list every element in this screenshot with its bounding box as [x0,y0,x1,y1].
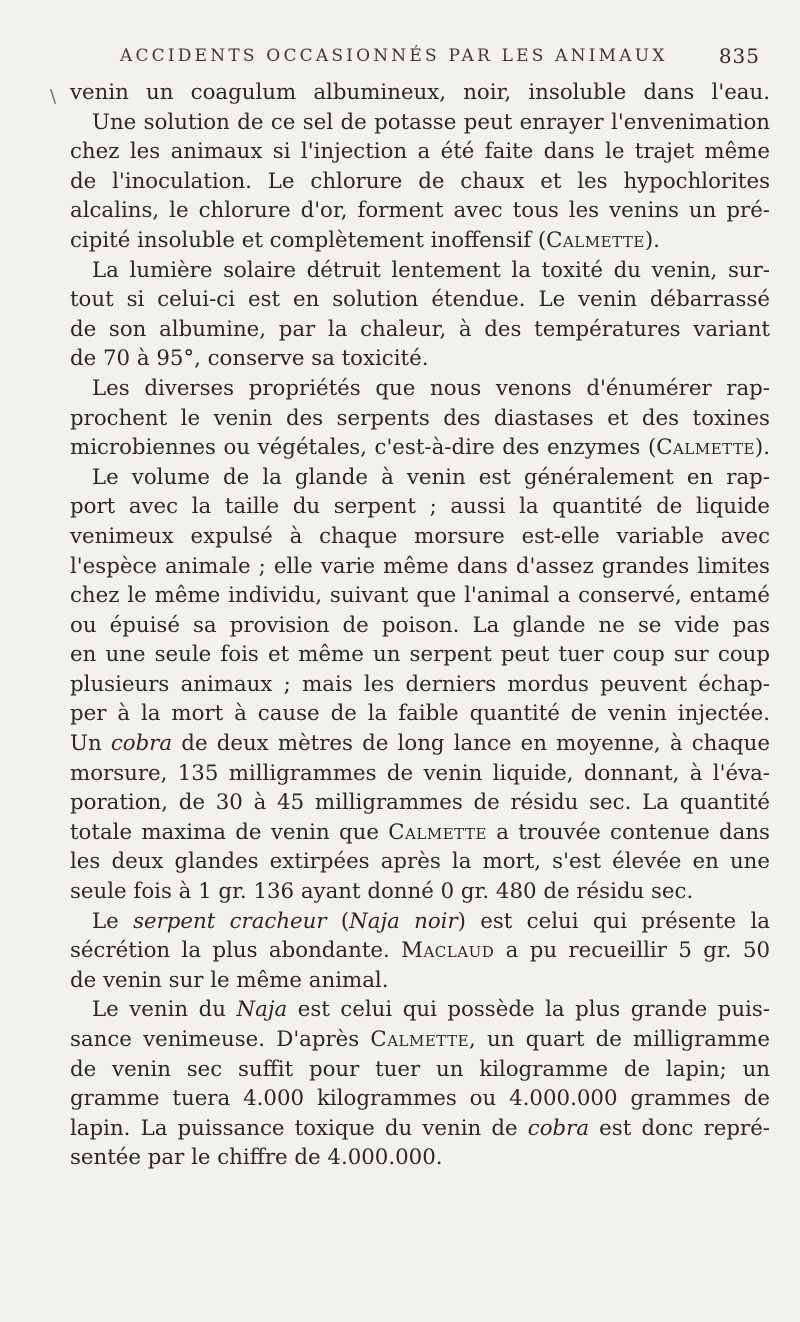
text-line: de venin sur le même animal. [70,967,389,993]
author-name: Calmette [370,1027,470,1052]
text-line: Le serpent cracheur (Naja noir) est celui qui présente la [92,908,770,934]
text-line: port avec la taille du serpent ; aussi la quantité de liquide [70,494,770,520]
text-line: Les diverses propriétés que nous venons d'énumérer rap- [92,375,770,401]
text-line: poration, de 30 à 45 milligrammes de résidu sec. La quantité [70,790,770,816]
text-line: de son albumine, par la chaleur, à des températures variant [70,316,770,342]
text-line: de 70 à 95°, conserve sa toxicité. [70,346,429,372]
text-line: Un cobra de deux mètres de long lance en moyenne, à chaque [70,731,770,757]
text-line: totale maxima de venin que Calmette a trouvée contenue dans [70,819,770,845]
text-line: ou épuisé sa provision de poison. La glande ne se vide pas [70,612,770,638]
page-header [0,46,800,76]
author-name: Calmette [388,819,487,845]
text-line: Le venin du Naja est celui qui possède la plus grande puis- [92,997,770,1023]
margin-mark: \ [50,86,57,107]
species-name: cobra [527,1115,590,1141]
species-name: Naja [236,997,288,1023]
text-line: sécrétion la plus abondante. Maclaud a pu recueillir 5 gr. 50 [70,938,770,964]
text-line: gramme tuera 4.000 kilogrammes ou 4.000.000 grammes de [70,1086,770,1112]
text-line: Le volume de la glande à venin est généralement en rap- [92,464,770,490]
text-line: alcalins, le chlorure d'or, forment avec tous les venins un pré- [70,198,770,224]
page-number: 835 [718,44,760,68]
text-line: chez les animaux si l'injection a été faite dans le trajet même [70,139,770,165]
text-line: venin un coagulum albumineux, noir, insoluble dans l'eau. [70,80,770,105]
text-line: les deux glandes extirpées après la mort, s'est élevée en une [70,849,770,875]
text-line: morsure, 135 milligrammes de venin liquide, donnant, à l'éva- [70,760,770,786]
species-name: Naja noir [349,908,458,934]
species-name: serpent cracheur [133,908,327,934]
text-line: per à la mort à cause de la faible quantité de venin injectée. [70,701,770,727]
text-line: lapin. La puissance toxique du venin de cobra est donc repré- [70,1115,770,1141]
author-name: Calmette [656,435,755,461]
text-line: l'espèce animale ; elle varie même dans d'assez grandes limites [70,553,770,579]
text-line: tout si celui-ci est en solution étendue. Le venin débarrassé [70,287,770,313]
text-line: sance venimeuse. D'après Calmette, un quart de milligramme [70,1027,770,1052]
text-line: chez le même individu, suivant que l'animal a conservé, entamé [70,583,770,609]
text-line: seule fois à 1 gr. 136 ayant donné 0 gr. 480 de résidu sec. [70,879,694,905]
running-head: ACCIDENTS OCCASIONNÉS PAR LES ANIMAUX [120,46,668,66]
text-line: prochent le venin des serpents des diastases et des toxines [70,405,770,431]
text-line: Une solution de ce sel de potasse peut enrayer l'envenimation [92,109,770,135]
text-line: cipité insoluble et complètement inoffensif (Calmette). [70,227,660,253]
body-text [70,78,770,1173]
text-line: microbiennes ou végétales, c'est-à-dire des enzymes (Calmette). [70,435,770,461]
author-name: Calmette [546,227,645,253]
author-name: Maclaud [401,938,495,964]
text-line: sentée par le chiffre de 4.000.000. [70,1145,443,1171]
text-line: venimeux expulsé à chaque morsure est-elle variable avec [70,523,770,549]
text-line: de l'inoculation. Le chlorure de chaux et les hypochlorites [70,168,770,194]
text-line: plusieurs animaux ; mais les derniers mordus peuvent échap- [70,671,770,697]
text-line: de venin sec suffit pour tuer un kilogramme de lapin; un [70,1056,770,1082]
text-line: La lumière solaire détruit lentement la toxité du venin, sur- [92,257,770,283]
text-line: en une seule fois et même un serpent peut tuer coup sur coup [70,642,770,668]
species-name: cobra [110,731,173,757]
